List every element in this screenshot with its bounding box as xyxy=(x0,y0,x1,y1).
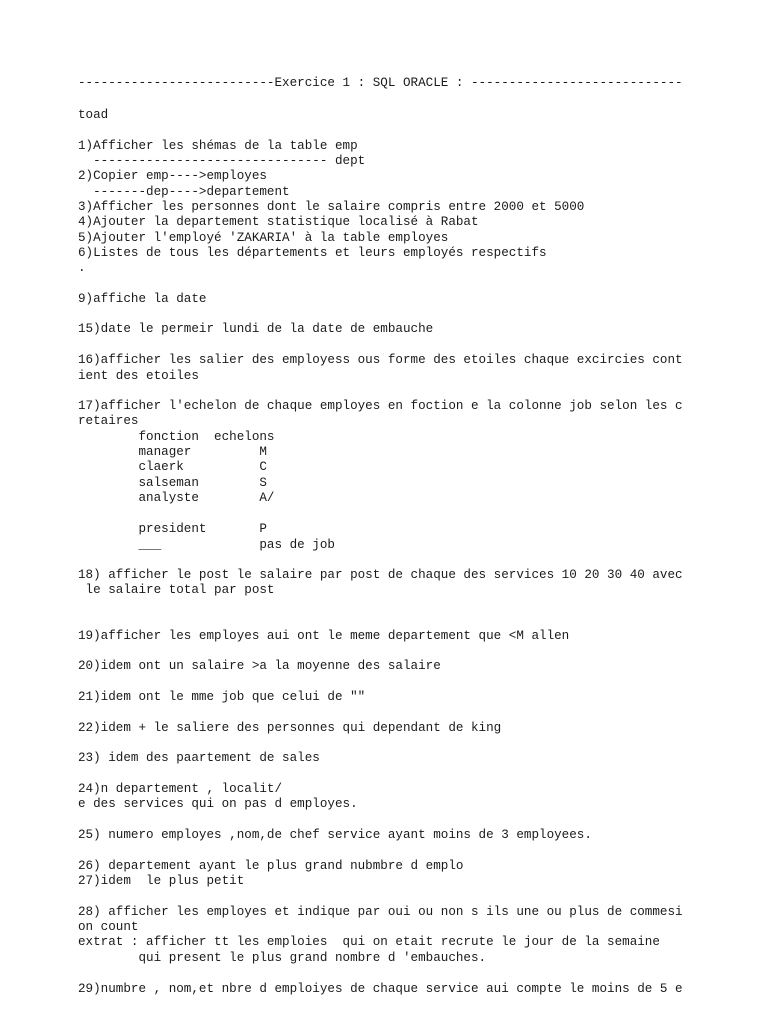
document-line: 5)Ajouter l'employé 'ZAKARIA' à la table employes xyxy=(78,231,449,245)
document-line: 6)Listes de tous les départements et leurs employés respectifs xyxy=(78,246,547,260)
echelon-table-row: claerk C xyxy=(78,460,267,474)
document-line: retaires xyxy=(78,414,139,428)
document-line: 3)Afficher les personnes dont le salaire compris entre 2000 et 5000 xyxy=(78,200,585,214)
document-line: extrat : afficher tt les emploies qui on etait recrute le jour de la semaine xyxy=(78,935,660,949)
document-line: 22)idem + le saliere des personnes qui dependant de king xyxy=(78,721,502,735)
document-line: ient des etoiles xyxy=(78,369,199,383)
document-line: ------------------------------- dept xyxy=(78,154,366,168)
document-line: 18) afficher le post le salaire par post de chaque des services 10 20 30 40 avec xyxy=(78,568,683,582)
echelon-table-header: fonction echelons xyxy=(78,430,275,444)
document-line: 9)affiche la date xyxy=(78,292,207,306)
document-line: 4)Ajouter la departement statistique localisé à Rabat xyxy=(78,215,479,229)
echelon-table-row: salseman S xyxy=(78,476,267,490)
document-line: 21)idem ont le mme job que celui de "" xyxy=(78,690,366,704)
document-line: toad xyxy=(78,108,109,122)
document-line: . xyxy=(78,261,86,275)
echelon-table-row: manager M xyxy=(78,445,267,459)
document-line: 24)n departement , localit/ xyxy=(78,782,283,796)
document-line: 17)afficher l'echelon de chaque employes en foction e la colonne job selon les c xyxy=(78,399,683,413)
document-line: e des services qui on pas d employes. xyxy=(78,797,358,811)
document-line: 20)idem ont un salaire >a la moyenne des salaire xyxy=(78,659,441,673)
echelon-table-row: ___ pas de job xyxy=(78,538,335,552)
document-line: 23) idem des paartement de sales xyxy=(78,751,320,765)
document-line: 1)Afficher les shémas de la table emp xyxy=(78,139,358,153)
document-line: 27)idem le plus petit xyxy=(78,874,245,888)
document-line: le salaire total par post xyxy=(78,583,275,597)
document-line: 15)date le permeir lundi de la date de embauche xyxy=(78,322,434,336)
document-line: 25) numero employes ,nom,de chef service ayant moins de 3 employees. xyxy=(78,828,592,842)
document-line: qui present le plus grand nombre d 'embauches. xyxy=(78,951,487,965)
document-line: 26) departement ayant le plus grand nubmbre d emplo xyxy=(78,859,464,873)
document-line: 19)afficher les employes aui ont le meme departement que <M allen xyxy=(78,629,570,643)
echelon-table-row: president P xyxy=(78,522,267,536)
document-line: on count xyxy=(78,920,139,934)
document-title: --------------------------Exercice 1 : SQL ORACLE : ---------------------------- xyxy=(78,76,683,90)
document-line: -------dep---->departement xyxy=(78,185,290,199)
document-line: 29)numbre , nom,et nbre d emploiyes de chaque service aui compte le moins de 5 e xyxy=(78,982,683,996)
echelon-table-row: analyste A/ xyxy=(78,491,275,505)
document-line: 16)afficher les salier des employess ous forme des etoiles chaque excircies cont xyxy=(78,353,683,367)
document-line: 2)Copier emp---->employes xyxy=(78,169,267,183)
document-line: 28) afficher les employes et indique par oui ou non s ils une ou plus de commesi xyxy=(78,905,683,919)
